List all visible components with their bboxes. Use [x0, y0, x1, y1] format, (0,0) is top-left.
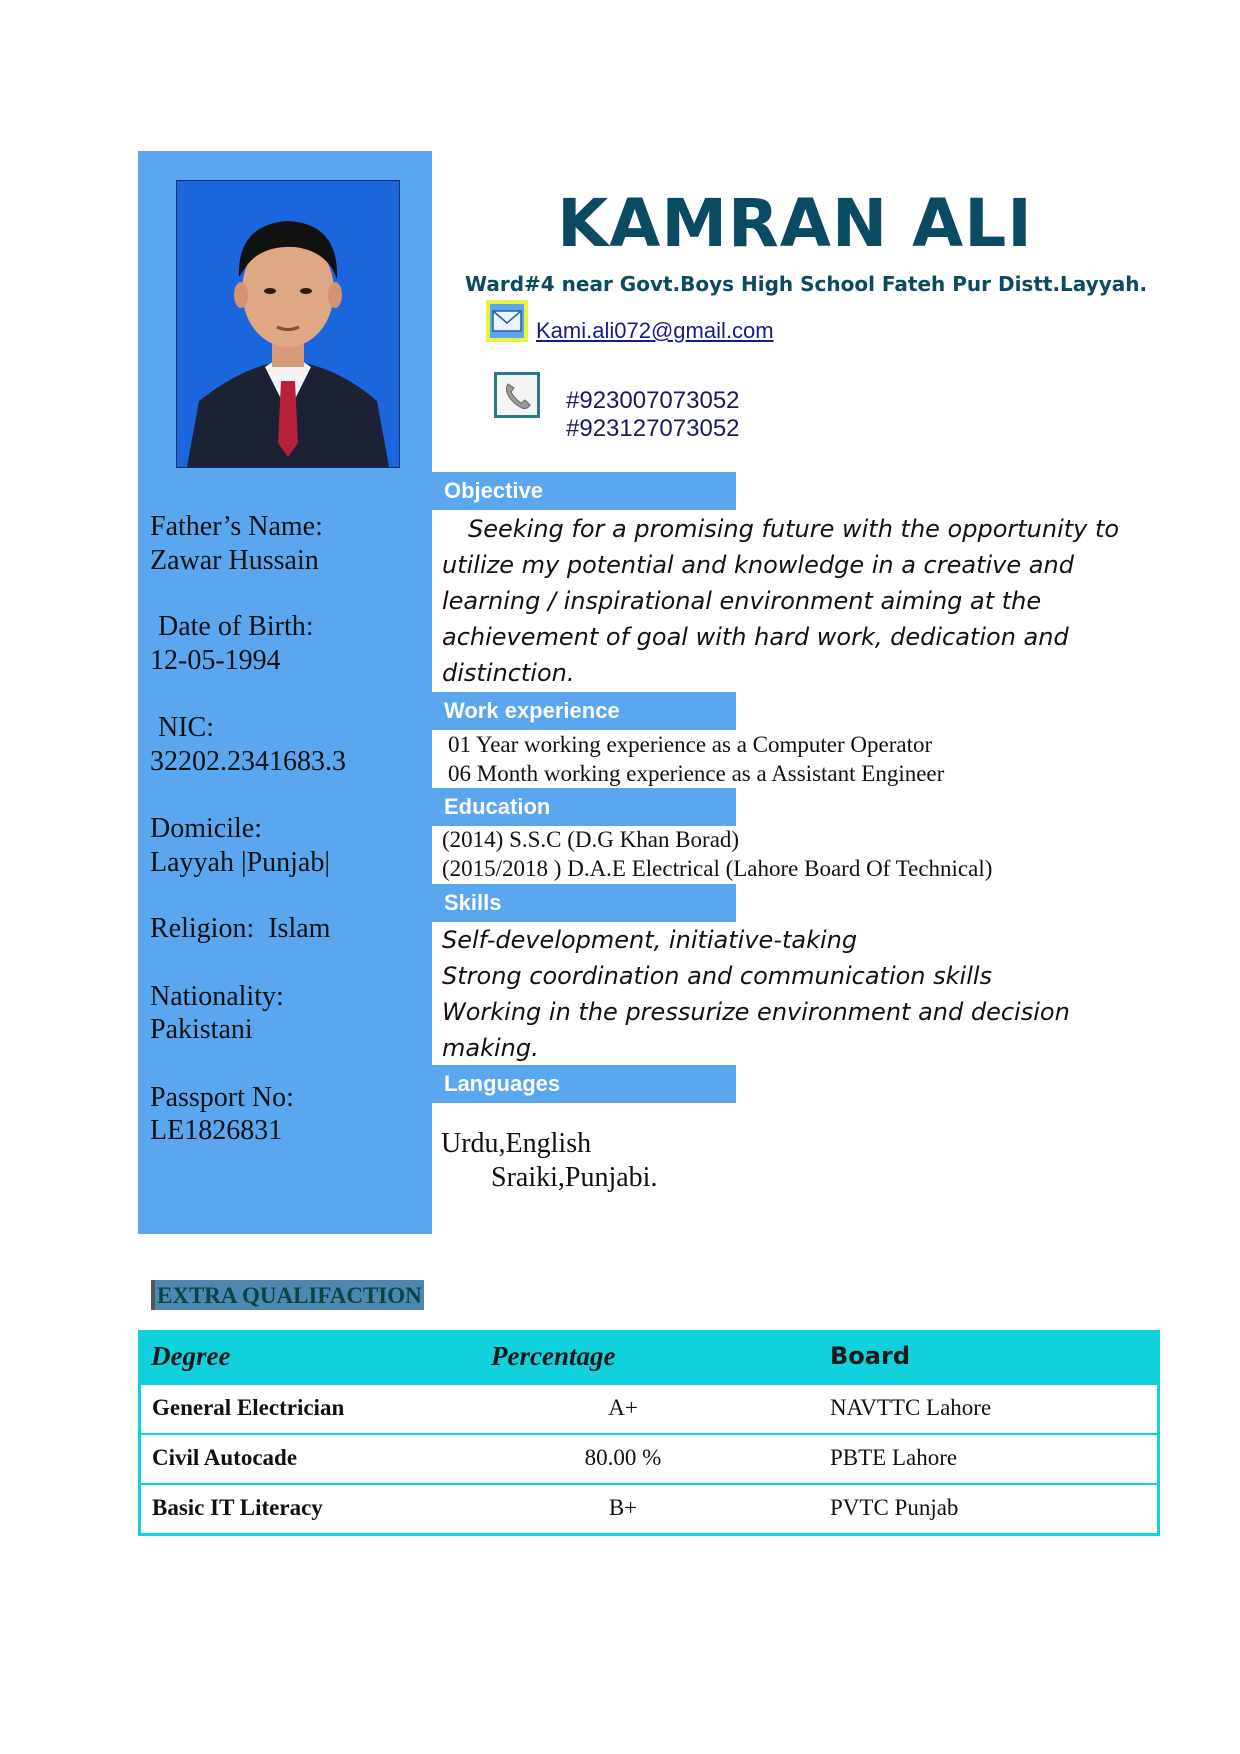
- cell-degree: Civil Autocade: [152, 1445, 298, 1470]
- cell-percentage: 80.00 %: [584, 1445, 662, 1470]
- extra-qualification-title: EXTRA QUALIFACTION: [151, 1280, 424, 1310]
- section-education: Education: [432, 788, 736, 826]
- skill-item: Working in the pressurize environment and decision: [442, 998, 1070, 1026]
- section-work-experience: Work experience: [432, 692, 736, 730]
- candidate-name: KAMRAN ALI: [557, 185, 1033, 262]
- address-line: Ward#4 near Govt.Boys High School Fateh Pur Distt.Layyah.: [465, 272, 1148, 296]
- table-row: [141, 1483, 1157, 1533]
- header-percentage: Percentage: [491, 1341, 616, 1371]
- section-skills: Skills: [432, 884, 736, 922]
- work-item: 06 Month working experience as a Assistant Engineer: [448, 761, 945, 786]
- domicile-label: Domicile:: [150, 813, 262, 844]
- section-objective: Objective: [432, 472, 736, 510]
- education-item: (2014) S.S.C (D.G Khan Borad): [442, 827, 740, 852]
- objective-line: distinction.: [442, 659, 575, 687]
- cell-percentage: B+: [608, 1495, 638, 1520]
- dob-label: Date of Birth:: [158, 611, 314, 642]
- cell-degree: General Electrician: [152, 1395, 345, 1420]
- skill-item: Self-development, initiative-taking: [442, 926, 858, 954]
- fathers-name-label: Father’s Name:: [150, 511, 323, 542]
- objective-line: Seeking for a promising future with the opportunity to: [468, 515, 1120, 543]
- dob-value: 12-05-1994: [150, 645, 281, 676]
- language-line: Urdu,English: [441, 1128, 592, 1159]
- religion-line: Religion: Islam: [150, 913, 331, 944]
- cell-degree: Basic IT Literacy: [152, 1495, 323, 1520]
- header-board: Board: [830, 1342, 910, 1370]
- work-item: 01 Year working experience as a Computer Operator: [448, 732, 933, 757]
- passport-label: Passport No:: [150, 1082, 294, 1113]
- nationality-label: Nationality:: [150, 981, 284, 1012]
- skill-item: Strong coordination and communication skills: [442, 962, 993, 990]
- email-link[interactable]: Kami.ali072@gmail.com: [536, 318, 774, 343]
- envelope-icon: [486, 300, 528, 342]
- cell-board: PBTE Lahore: [830, 1445, 958, 1470]
- phone-icon: [494, 372, 540, 418]
- education-item: (2015/2018 ) D.A.E Electrical (Lahore Board Of Technical): [442, 856, 993, 881]
- nationality-value: Pakistani: [150, 1014, 253, 1045]
- cell-board: NAVTTC Lahore: [830, 1395, 992, 1420]
- nic-label: NIC:: [158, 712, 214, 743]
- cell-board: PVTC Punjab: [830, 1495, 959, 1520]
- objective-line: achievement of goal with hard work, dedication and: [442, 623, 1069, 651]
- section-languages: Languages: [432, 1065, 736, 1103]
- table-header: [141, 1333, 1157, 1383]
- skills-list: [442, 922, 1070, 1066]
- objective-line: learning / inspirational environment aiming at the: [442, 587, 1042, 615]
- profile-photo: [176, 180, 400, 468]
- phone-number-2: #923127073052: [566, 415, 740, 442]
- cell-percentage: A+: [608, 1395, 638, 1420]
- skill-item: making.: [442, 1034, 539, 1062]
- objective-block: [432, 511, 1122, 693]
- language-line: Sraiki,Punjabi.: [491, 1162, 658, 1193]
- objective-line: utilize my potential and knowledge in a creative and: [442, 551, 1074, 579]
- table-row: [141, 1433, 1157, 1483]
- nic-value: 32202.2341683.3: [150, 746, 346, 777]
- passport-value: LE1826831: [150, 1115, 283, 1146]
- header-degree: Degree: [151, 1341, 231, 1371]
- languages-block: [441, 1127, 657, 1195]
- domicile-value: Layyah |Punjab|: [150, 847, 330, 878]
- fathers-name-value: Zawar Hussain: [150, 545, 319, 576]
- qualification-table: [138, 1330, 1160, 1536]
- table-row: [141, 1383, 1157, 1433]
- phone-number-1: #923007073052: [566, 387, 740, 414]
